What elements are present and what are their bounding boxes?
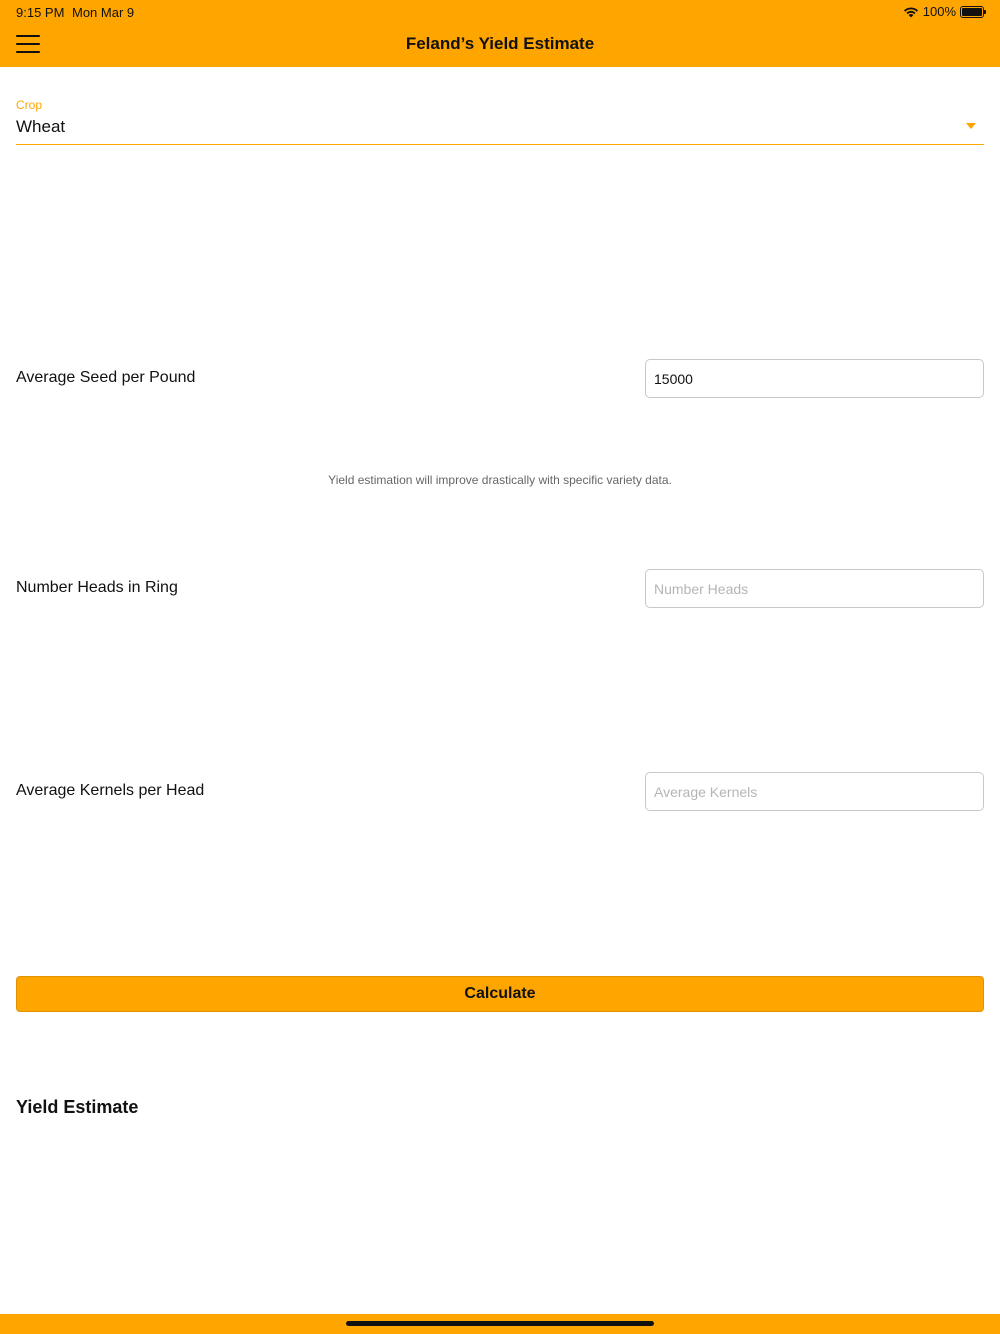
yield-estimate-heading: Yield Estimate xyxy=(16,1097,139,1117)
seed-per-pound-input[interactable] xyxy=(645,359,984,398)
wifi-icon xyxy=(903,6,919,18)
heads-in-ring-input[interactable] xyxy=(645,569,984,608)
battery-icon xyxy=(960,6,984,18)
home-indicator[interactable] xyxy=(346,1321,654,1326)
status-time: 9:15 PM xyxy=(16,5,65,20)
chevron-down-icon xyxy=(966,123,976,129)
app-header xyxy=(0,0,1000,67)
heads-in-ring-label: Number Heads in Ring xyxy=(16,579,178,596)
page-title: Feland’s Yield Estimate xyxy=(405,34,595,53)
seed-per-pound-label: Average Seed per Pound xyxy=(16,369,196,386)
battery-percent: 100% xyxy=(922,4,956,19)
variety-hint-text: Yield estimation will improve drastically with specific variety data. xyxy=(328,473,672,487)
crop-select[interactable] xyxy=(16,96,984,145)
status-indicators xyxy=(903,4,984,19)
calculate-button[interactable]: Calculate xyxy=(16,976,984,1012)
battery-fill xyxy=(962,8,982,16)
crop-selected-value: Wheat xyxy=(16,117,66,136)
crop-label: Crop xyxy=(16,98,43,112)
status-date: Mon Mar 9 xyxy=(72,5,135,20)
bottom-bar xyxy=(0,1314,1000,1334)
kernels-per-head-input[interactable] xyxy=(645,772,984,811)
kernels-per-head-label: Average Kernels per Head xyxy=(16,782,205,799)
